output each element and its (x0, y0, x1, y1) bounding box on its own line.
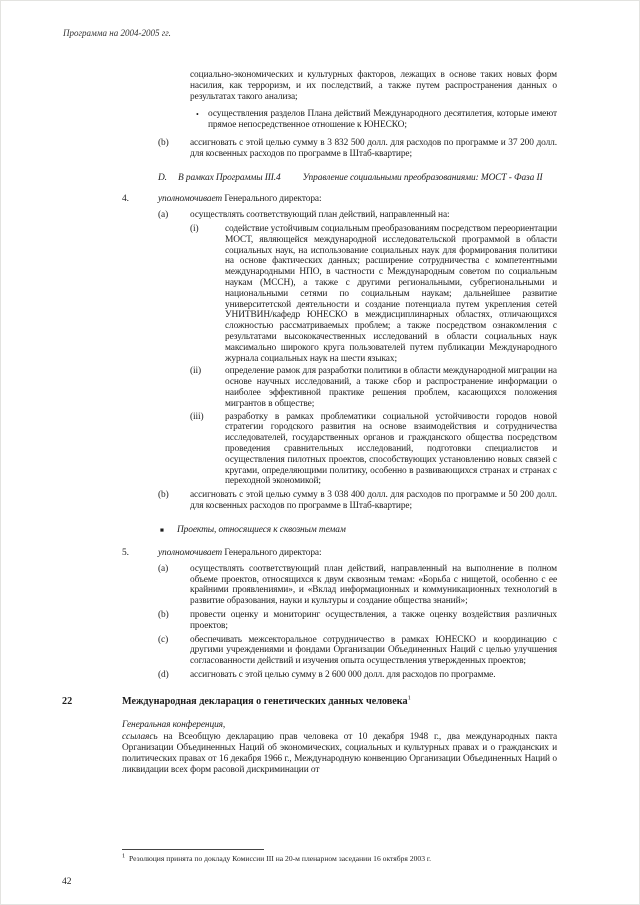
running-header: Программа на 2004-2005 гг. (63, 28, 171, 38)
item-label: (i) (190, 223, 199, 234)
item-text: ассигновать с этой целью сумму в 3 832 500 долл. для расходов по программе и 37 200 долл. для косвенных расходов по программе в Штаб-квартире; (190, 137, 557, 159)
resolution-title-text: Международная декларация о генетических данных человека (122, 695, 408, 707)
operative-verb: уполномочивает (158, 547, 223, 558)
item-label: (d) (158, 669, 169, 680)
item-text: определение рамок для разработки политики в области международной миграции на основе научных исследований, а также сбор и распространение информации о наиболее эффективной практике решения проблем, касающихся положения мигрантов в обществе; (225, 366, 557, 409)
item-text: осуществлять соответствующий план действий, направленный на выполнение в полном объеме проектов, относящихся к двум сквозным темам: «Борьба с нищетой, особенно с ее крайними проявлениями», и «Вклад информационных и коммуникационных технологий в развитие образования, науки и культуры и создание общества знаний»; (190, 563, 557, 607)
item-label: (ii) (190, 366, 202, 377)
list-item (158, 138, 557, 160)
item-label: (b) (158, 490, 169, 501)
list-item (190, 412, 557, 488)
list-item (158, 635, 557, 667)
item-label: (b) (158, 137, 169, 148)
numbered-item (122, 194, 557, 205)
item-text: осуществлять соответствующий план действий, направленный на: (190, 210, 450, 221)
preamble-paragraph (122, 732, 557, 775)
footnote (122, 854, 570, 863)
list-item (158, 490, 557, 512)
square-bullet-icon: ■ (160, 527, 164, 535)
paragraph-continuation: социально-экономических и культурных факторов, лежащих в основе таких новых форм насилия, как терроризм, и их последствий, а также путем распространения данных о результатах такого анализа; (190, 70, 557, 102)
item-label: (a) (158, 563, 169, 574)
bullet-item-text: осуществления разделов Плана действий Международного десятилетия, которые имеют прямое непосредственное отношение к ЮНЕСКО; (208, 109, 557, 131)
footnote-text: Резолюция принята по докладу Комиссии III на 20-м пленарном заседании 16 октября 2003 г. (129, 854, 432, 863)
operative-rest: Генерального директора: (224, 194, 322, 205)
section-program: В рамках Программы III.4 (178, 172, 281, 183)
preamble-text: на Всеобщую декларацию прав человека от 10 декабря 1948 г., два международных пакта Организации Объединенных Наций об экономических, социальных и культурных правах и о гражданских и политических правах от 16 декабря 1966 г., Международную конвенцию Организации Объединенных Наций о ликвидации всех форм расовой дискриминации от (122, 732, 558, 775)
item-label: 4. (122, 194, 129, 205)
list-item (196, 109, 557, 131)
item-label: (iii) (190, 411, 204, 422)
item-text: содействие устойчивым социальным преобразованиям посредством переориентации МОСТ, являющейся международной исследовательской программой в области социальных наук, на использование социальных наук для формирования политики на основе фактических данных; расширение сотрудничества с компетентными международными НПО, в частности с Международным советом по социальным наукам (МССН), а также с другими региональными, субрегиональными и национальными сетями по социальным наукам; дальнейшее развитие университетской деятельности и создание потенциала путем укрепления сетей УНИТВИН/кафедр ЮНЕСКО в междисциплинарных областях, отличающихся сложностью рассматриваемых проблем; а также посредством ознакомления с результатами высококачественных исследований в области социальных наук максимально широкого круга пользователей путем публикации Международного журнала социальных наук на шести языках; (225, 223, 557, 364)
resolution-title (122, 694, 411, 708)
document-content (0, 70, 640, 847)
operative-verb: уполномочивает (158, 194, 223, 205)
list-item (158, 564, 557, 607)
preamble-intro: Генеральная конференция, (122, 719, 226, 730)
item-text: ассигновать с этой целью сумму в 3 038 400 долл. для расходов по программе и 50 200 долл. для косвенных расходов по программе в Штаб-квартире; (190, 490, 557, 511)
section-label: D. (158, 172, 167, 183)
resolution-heading (62, 694, 557, 708)
list-item (190, 366, 557, 409)
item-text: разработку в рамках проблематики социальной устойчивости городов новой стратегии городского развития на основе взаимодействия и сотрудничества исследователей, государственных органов и гражданского общества посредством проведения сравнительных исследований, подготовки специалистов и осуществления пилотных проектов, способствующих установлению новых связей с кругами, определяющими политику, особенно в развивающихся странах и странах с переходной экономикой; (225, 411, 557, 487)
item-label: (c) (158, 634, 169, 645)
item-text: ассигновать с этой целью сумму в 2 600 000 долл. для расходов по программе. (190, 669, 496, 680)
footnote-ref: 1 (407, 694, 411, 702)
section-title: Управление социальными преобразованиями: МОСТ - Фаза II (302, 172, 543, 183)
cross-theme-title: Проекты, относящиеся к сквозным темам (177, 524, 346, 535)
list-item (158, 670, 557, 681)
item-text: провести оценку и мониторинг осуществления, а также оценку воздействия различных проектов; (190, 609, 557, 631)
item-text (158, 548, 557, 559)
list-item (158, 610, 557, 632)
list-item (158, 210, 557, 221)
footnote-divider (122, 849, 264, 850)
bullet-icon: • (196, 110, 199, 120)
section-heading (158, 173, 580, 184)
resolution-number: 22 (62, 695, 73, 707)
numbered-item (122, 548, 557, 559)
item-label: 5. (122, 547, 129, 558)
item-label: (a) (158, 210, 169, 221)
page-number: 42 (62, 877, 72, 887)
item-label: (b) (158, 609, 169, 620)
cross-theme-heading (160, 525, 557, 537)
preamble-verb: ссылаясь (122, 732, 158, 743)
item-text: обеспечивать межсекторальное сотрудничество в рамках ЮНЕСКО и координацию с другими учреждениями и фондами Организации Объединенных Наций с целью улучшения согласованности действий и изучения опыта осуществления утвержденных проектов; (190, 634, 557, 667)
item-text (158, 194, 557, 205)
footnote-marker: 1 (122, 852, 126, 860)
list-item (190, 224, 557, 364)
operative-rest: Генерального директора: (224, 547, 322, 558)
